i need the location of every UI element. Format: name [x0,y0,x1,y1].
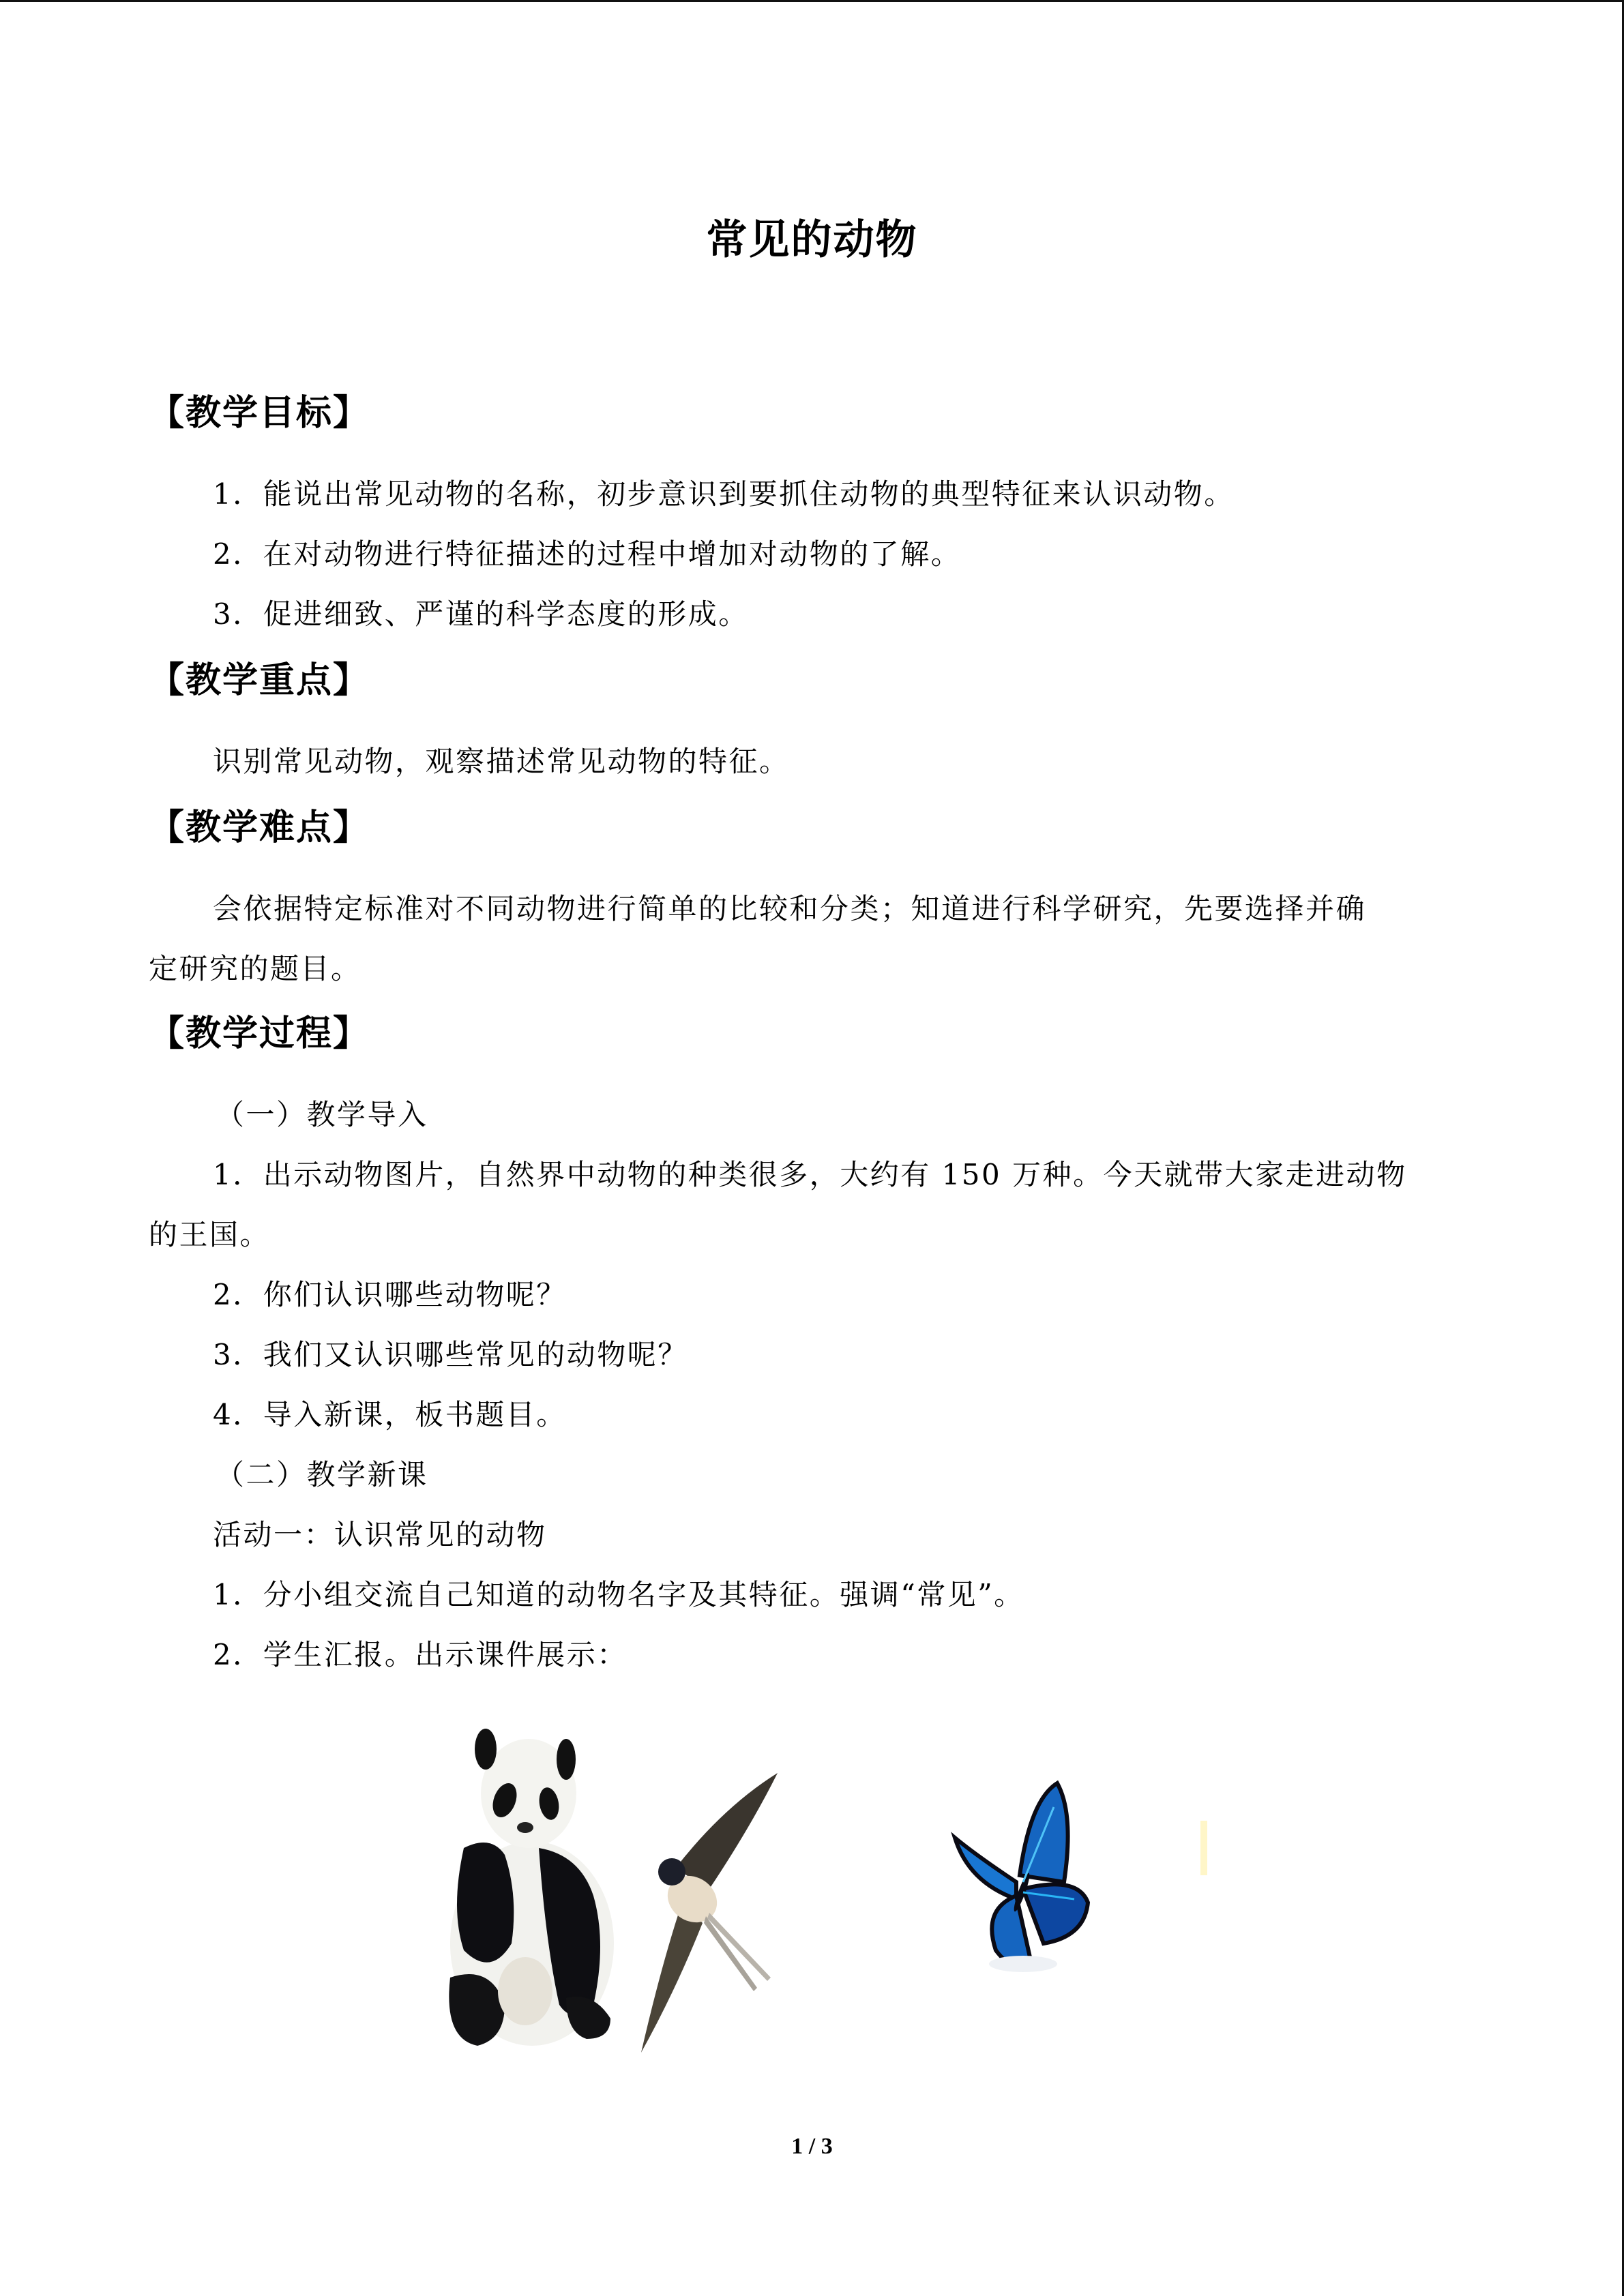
activity-title: 活动一：认识常见的动物 [213,1518,547,1551]
page-number: 1 / 3 [791,2134,833,2159]
intro-item-1-line-1: 1．出示动物图片，自然界中动物的种类很多，大约有 150 万种。今天就带大家走进动物 [213,1158,1407,1191]
objective-item-3: 3．促进细致、严谨的科学态度的形成。 [213,597,749,631]
new-lesson-item-1: 1．分小组交流自己知道的动物名字及其特征。强调“常见”。 [213,1578,1024,1611]
intro-item-1-line-2: 的王国。 [149,1218,271,1251]
animal-figure [437,1718,1207,2059]
heading-process: 【教学过程】 [149,1013,370,1054]
intro-item-2: 2．你们认识哪些动物呢？ [213,1278,567,1311]
page-title: 常见的动物 [706,216,918,264]
heading-objectives: 【教学目标】 [149,393,370,434]
subheading-new-lesson: （二）教学新课 [216,1458,428,1491]
intro-item-4: 4．导入新课，板书题目。 [213,1398,567,1431]
yellow-edge-fragment [1200,1821,1207,1875]
intro-item-3: 3．我们又认识哪些常见的动物呢？ [213,1338,688,1371]
key-points-text: 识别常见动物，观察描述常见动物的特征。 [213,745,790,778]
objective-item-2: 2．在对动物进行特征描述的过程中增加对动物的了解。 [213,537,962,571]
heading-key-points: 【教学重点】 [149,660,370,701]
new-lesson-item-2: 2．学生汇报。出示课件展示： [213,1638,628,1671]
page-border-top [0,0,1624,2]
swallow-image [641,1773,778,2053]
difficulties-text-line-1: 会依据特定标准对不同动物进行简单的比较和分类；知道进行科学研究，先要选择并确 [213,892,1367,925]
difficulties-text-line-2: 定研究的题目。 [149,952,361,985]
objective-item-1: 1．能说出常见动物的名称，初步意识到要抓住动物的典型特征来认识动物。 [213,477,1235,511]
butterfly-image [955,1783,1088,1972]
subheading-intro: （一）教学导入 [216,1098,428,1131]
panda-image [449,1729,614,2046]
heading-difficulties: 【教学难点】 [149,807,370,848]
